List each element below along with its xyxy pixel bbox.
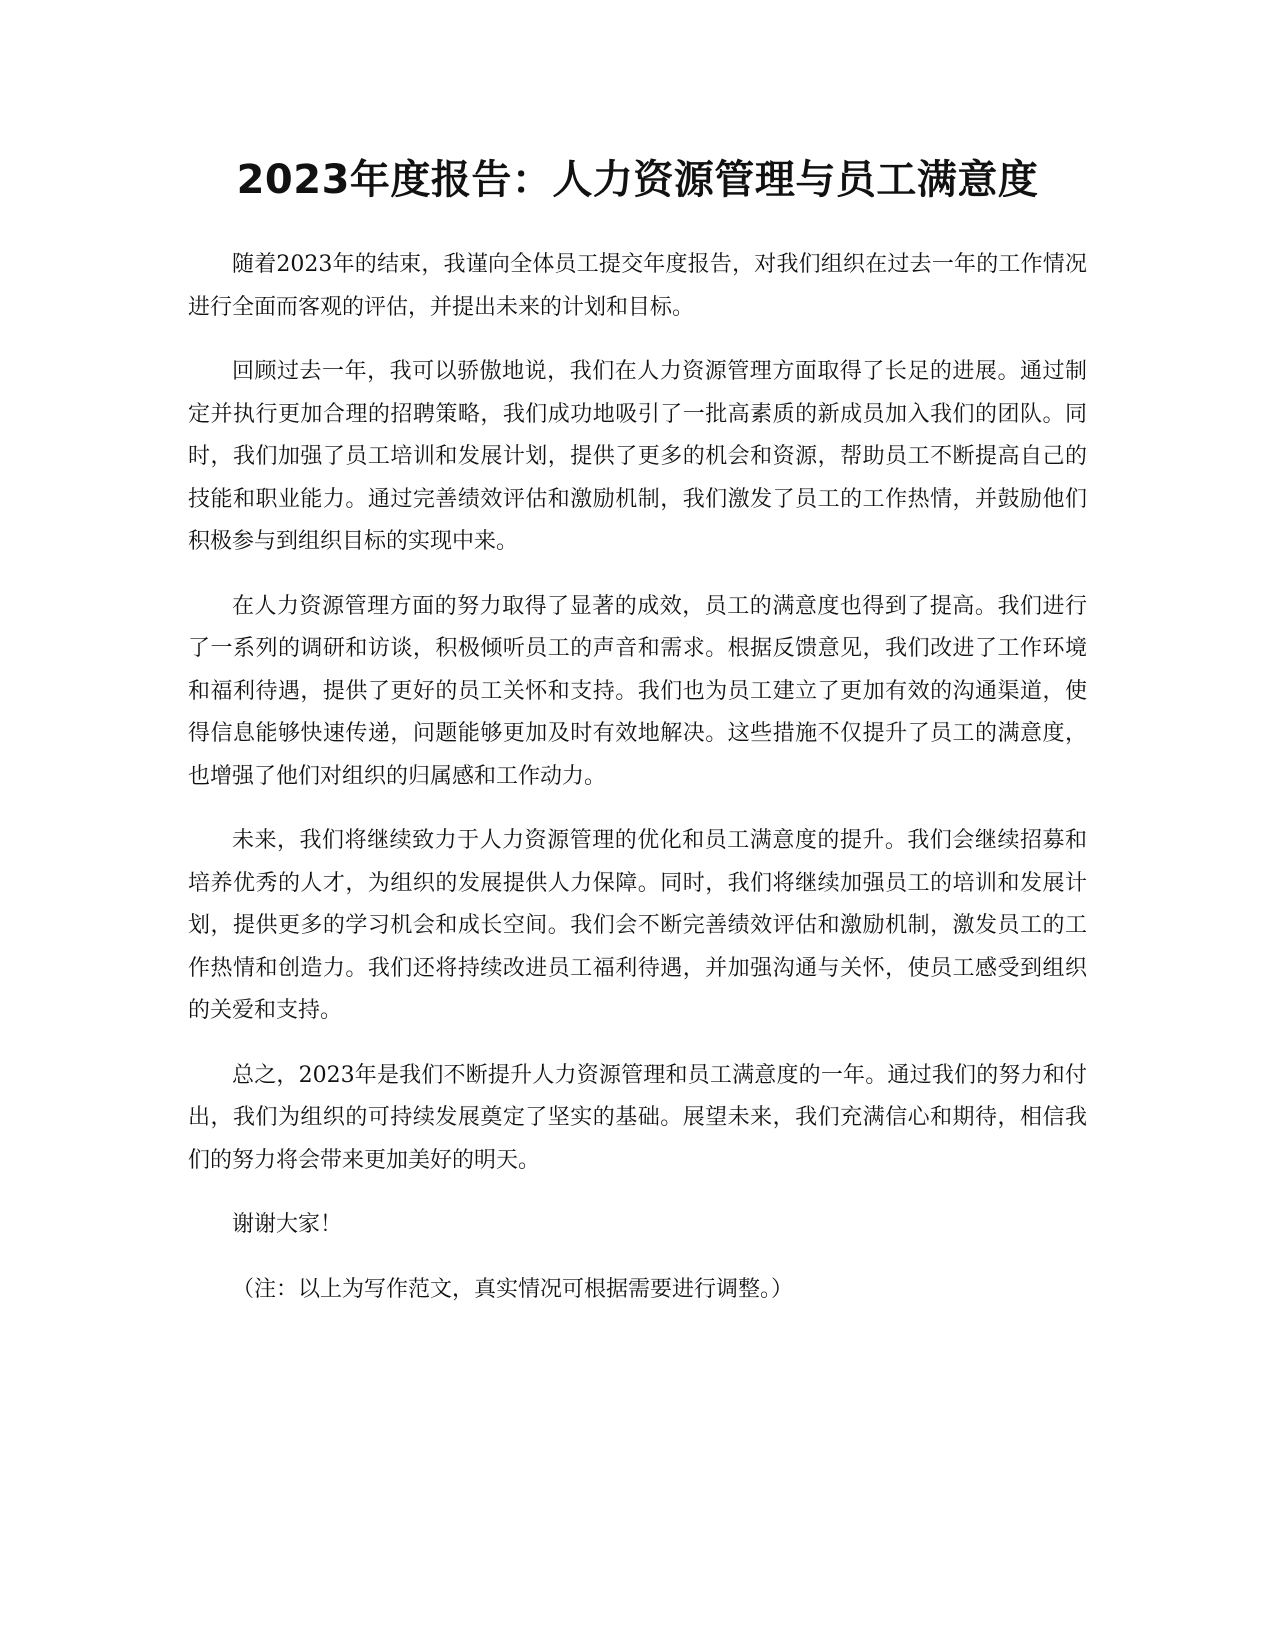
paragraph-future: 未来，我们将继续致力于人力资源管理的优化和员工满意度的提升。我们会继续招募和培养优秀的人才，为组织的发展提供人力保障。同时，我们将继续加强员工的培训和发展计划，提供更多的学习机会和成长空间。我们会不断完善绩效评估和激励机制，激发员工的工作热情和创造力。我们还将持续改进员工福利待遇，并加强沟通与关怀，使员工感受到组织的关爱和支持。	[188, 828, 1087, 1023]
paragraph-intro: 随着2023年的结束，我谨向全体员工提交年度报告，对我们组织在过去一年的工作情况进行全面而客观的评估，并提出未来的计划和目标。	[188, 252, 1087, 320]
paragraph-summary: 总之，2023年是我们不断提升人力资源管理和员工满意度的一年。通过我们的努力和付出，我们为组织的可持续发展奠定了坚实的基础。展望未来，我们充满信心和期待，相信我们的努力将会带来更加美好的明天。	[188, 1062, 1087, 1173]
paragraph-note: （注：以上为写作范文，真实情况可根据需要进行调整。）	[232, 1276, 794, 1302]
document-title: 2023年度报告：人力资源管理与员工满意度	[236, 157, 1039, 203]
document-body	[188, 244, 1087, 1333]
paragraph-satisfaction: 在人力资源管理方面的努力取得了显著的成效，员工的满意度也得到了提高。我们进行了一系列的调研和访谈，积极倾听员工的声音和需求。根据反馈意见，我们改进了工作环境和福利待遇，提供了更好的员工关怀和支持。我们也为员工建立了更加有效的沟通渠道，使得信息能够快速传递，问题能够更加及时有效地解决。这些措施不仅提升了员工的满意度，也增强了他们对组织的归属感和工作动力。	[188, 593, 1087, 789]
paragraph-review: 回顾过去一年，我可以骄傲地说，我们在人力资源管理方面取得了长足的进展。通过制定并执行更加合理的招聘策略，我们成功地吸引了一批高素质的新成员加入我们的团队。同时，我们加强了员工培训和发展计划，提供了更多的机会和资源，帮助员工不断提高自己的技能和职业能力。通过完善绩效评估和激励机制，我们激发了员工的工作热情，并鼓励他们积极参与到组织目标的实现中来。	[188, 359, 1087, 554]
paragraph-thanks: 谢谢大家！	[232, 1212, 343, 1237]
